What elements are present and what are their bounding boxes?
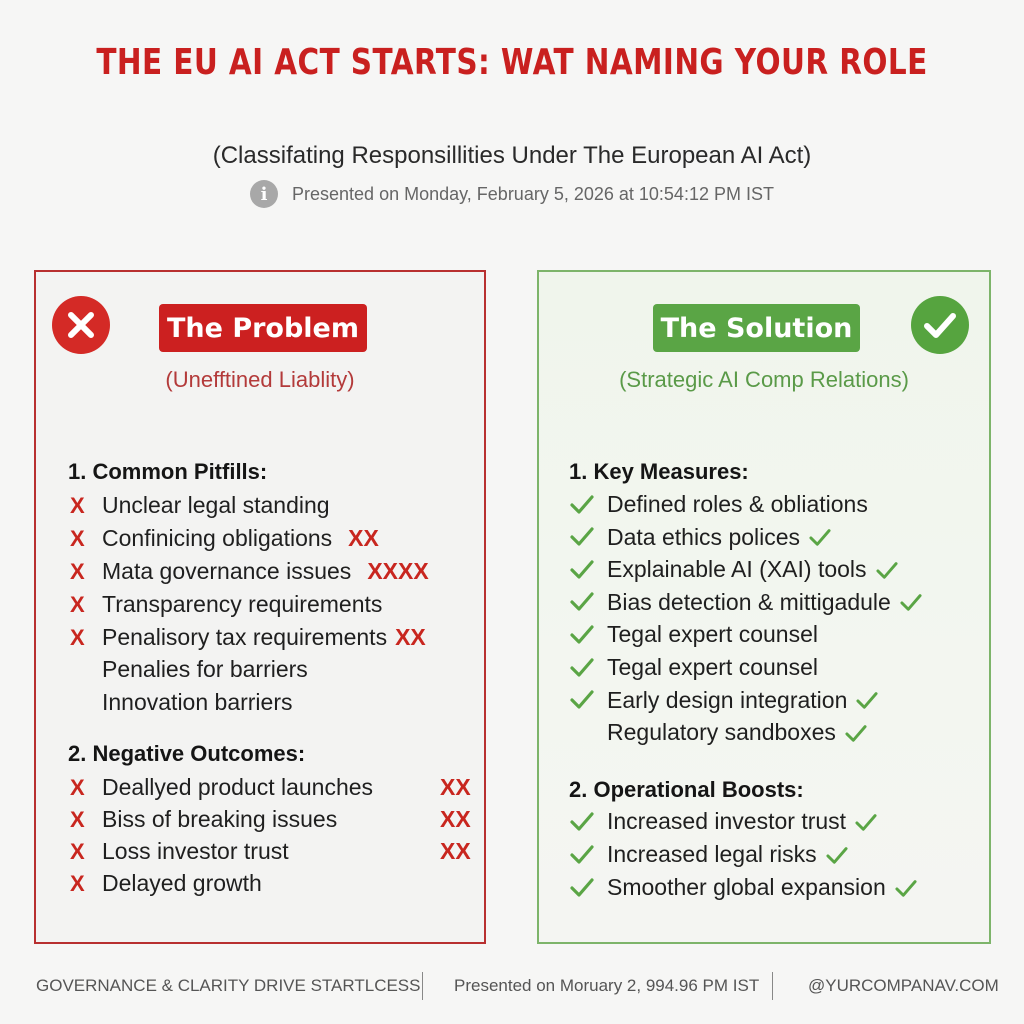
solution-item: Early design integration [569, 687, 881, 714]
check-icon [875, 559, 901, 581]
x-circle-icon [52, 296, 110, 354]
footer-divider [772, 972, 773, 1000]
x-mark-icon: X [70, 870, 85, 896]
problem-item: X Biss of breaking issues [70, 806, 338, 832]
problem-item: X Confinicing obligations XX [70, 525, 379, 551]
extra-x-marks: XX [440, 806, 471, 832]
solution-item: Tegal expert counsel [569, 654, 818, 681]
extra-x-marks: XX [440, 774, 471, 800]
solution-item: Increased investor trust [569, 808, 880, 835]
check-icon [808, 526, 834, 548]
check-icon [844, 722, 870, 744]
problem-item: X Delayed growth [70, 870, 262, 896]
solution-item: Bias detection & mittigadule [569, 589, 925, 616]
extra-x-marks: XX [395, 624, 426, 650]
footer-website-link[interactable]: @YURCOMPANAV.COM [808, 976, 999, 995]
problem-item: X Penalisory tax requirements XX [70, 624, 426, 650]
problem-badge: The Problem [159, 304, 367, 352]
check-icon [854, 811, 880, 833]
extra-x-marks: XXXX [367, 558, 429, 584]
check-icon [569, 590, 607, 614]
page-title: THE EU AI ACT STARTS: WAT NAMING YOUR ROLE [96, 42, 928, 83]
solution-item: Regulatory sandboxes [569, 719, 870, 746]
x-mark-icon: X [70, 624, 85, 650]
solution-item: Explainable AI (XAI) tools [569, 556, 901, 583]
solution-item: Smoother global expansion [569, 874, 920, 901]
check-icon [569, 810, 607, 834]
footer-presented: Presented on Moruary 2, 994.96 PM IST [454, 976, 760, 995]
x-mark-icon: X [70, 525, 85, 551]
problem-item: Penalies for barriers [102, 656, 308, 682]
check-icon [569, 656, 607, 680]
solution-section-1-heading: 1. Key Measures: [569, 459, 749, 484]
check-icon [569, 493, 607, 517]
presented-text: Presented on Monday, February 5, 2026 at 10:54:12 PM IST [292, 183, 774, 204]
problem-section-1-heading: 1. Common Pitfills: [68, 459, 268, 484]
check-circle-icon [911, 296, 969, 354]
solution-badge: The Solution [653, 304, 860, 352]
solution-item: Tegal expert counsel [569, 621, 818, 648]
extra-x-marks: XX [348, 525, 379, 551]
solution-section-2-heading: 2. Operational Boosts: [569, 777, 804, 802]
check-icon [569, 558, 607, 582]
problem-panel [34, 270, 486, 944]
x-mark-icon: X [70, 591, 85, 617]
problem-item: Innovation barriers [102, 689, 293, 715]
footer [0, 972, 1024, 1004]
check-icon [569, 525, 607, 549]
check-icon [569, 843, 607, 867]
check-icon [855, 689, 881, 711]
spacer [569, 721, 607, 745]
solution-item: Data ethics polices [569, 524, 834, 551]
check-icon [894, 877, 920, 899]
footer-tagline: GOVERNANCE & CLARITY DRIVE STARTLCESS [36, 976, 421, 995]
check-icon [569, 876, 607, 900]
problem-item: X Mata governance issues XXXX [70, 558, 429, 584]
problem-item: X Transparency requirements [70, 591, 383, 617]
x-mark-icon: X [70, 806, 85, 832]
problem-section-2-heading: 2. Negative Outcomes: [68, 741, 306, 766]
solution-panel [537, 270, 991, 944]
extra-x-marks: XX [440, 838, 471, 864]
x-mark-icon: X [70, 492, 85, 518]
check-icon [569, 688, 607, 712]
solution-item: Increased legal risks [569, 841, 851, 868]
problem-item: X Unclear legal standing [70, 492, 330, 518]
x-mark-icon: X [70, 558, 85, 584]
problem-item: X Loss investor trust [70, 838, 289, 864]
check-icon [825, 844, 851, 866]
check-icon [899, 591, 925, 613]
info-icon: i [250, 180, 278, 208]
footer-divider [422, 972, 423, 1000]
problem-item: X Deallyed product launches [70, 774, 374, 800]
problem-subtitle: (Unefftined Liablity) [165, 367, 355, 392]
check-icon [569, 623, 607, 647]
x-mark-icon: X [70, 774, 85, 800]
solution-item: Defined roles & obliations [569, 491, 868, 518]
page-subtitle: (Classifating Responsillities Under The European AI Act) [212, 142, 812, 169]
solution-subtitle: (Strategic AI Comp Relations) [619, 367, 909, 392]
x-mark-icon: X [70, 838, 85, 864]
presented-line [0, 180, 1024, 208]
